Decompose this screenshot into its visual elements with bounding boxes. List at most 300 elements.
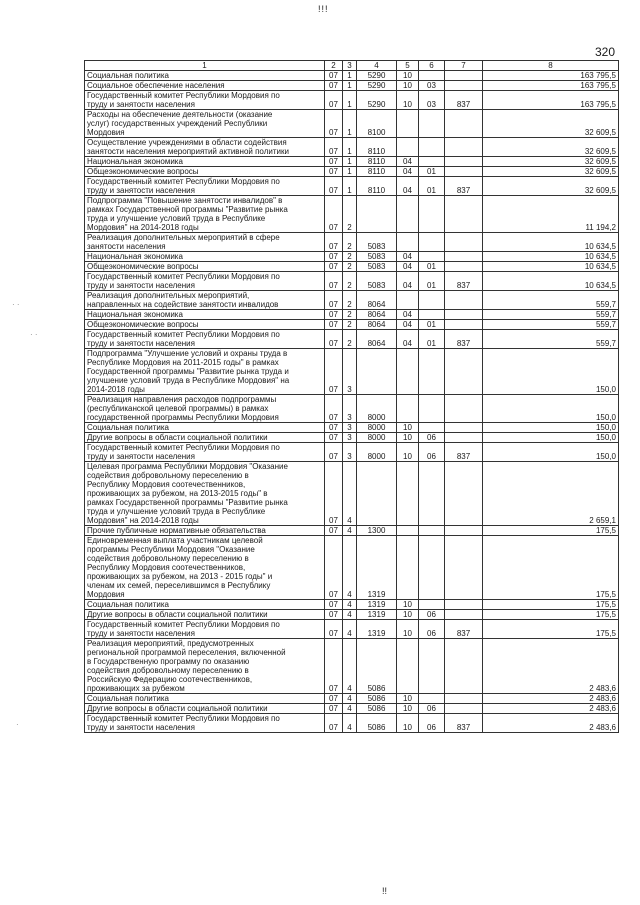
code-4-cell: 8110 [357,167,397,177]
code-7-cell [445,694,483,704]
code-3-cell: 2 [343,272,357,291]
row-name-cell: Прочие публичные нормативные обязательства [85,526,325,536]
code-5-cell [397,526,419,536]
code-5-cell [397,138,419,157]
amount-cell: 11 194,2 [483,196,619,233]
code-6-cell: 01 [419,320,445,330]
row-name-cell: Общеэкономические вопросы [85,262,325,272]
column-header: 4 [357,61,397,71]
code-2-cell: 07 [325,252,343,262]
row-name-cell: Подпрограмма "Улучшение условий и охраны труда в Республике Мордовия на 2011-2015 годы" в рамках Государственной программы "Развитие рынка труда и улучшение условий труда в Республике Мордовия" на 2014-2018 годы [85,349,325,395]
amount-cell: 175,5 [483,600,619,610]
code-5-cell: 10 [397,71,419,81]
code-6-cell [419,138,445,157]
table-row [85,694,619,704]
code-2-cell: 07 [325,272,343,291]
table-row [85,620,619,639]
row-name-cell: Социальное обеспечение населения [85,81,325,91]
table-row [85,252,619,262]
amount-cell: 10 634,5 [483,262,619,272]
table-row [85,423,619,433]
code-4-cell: 5086 [357,639,397,694]
code-2-cell: 07 [325,320,343,330]
code-5-cell: 10 [397,423,419,433]
code-7-cell [445,138,483,157]
code-6-cell: 06 [419,620,445,639]
table-row [85,157,619,167]
column-header: 5 [397,61,419,71]
row-name-cell: Государственный комитет Республики Мордовия по труду и занятости населения [85,272,325,291]
code-6-cell: 01 [419,262,445,272]
code-4-cell: 8100 [357,110,397,138]
code-4-cell: 1319 [357,620,397,639]
code-3-cell: 4 [343,694,357,704]
row-name-cell: Другие вопросы в области социальной политики [85,433,325,443]
amount-cell: 175,5 [483,620,619,639]
table-row [85,610,619,620]
code-7-cell [445,349,483,395]
table-row [85,167,619,177]
code-3-cell: 1 [343,157,357,167]
table-row [85,536,619,600]
code-4-cell: 1319 [357,600,397,610]
code-6-cell: 01 [419,330,445,349]
row-name-cell: Другие вопросы в области социальной политики [85,610,325,620]
code-6-cell: 06 [419,433,445,443]
code-6-cell: 06 [419,443,445,462]
amount-cell: 2 483,6 [483,694,619,704]
code-6-cell: 01 [419,177,445,196]
column-header: 6 [419,61,445,71]
row-name-cell: Национальная экономика [85,252,325,262]
table-row [85,196,619,233]
code-5-cell [397,536,419,600]
code-2-cell: 07 [325,536,343,600]
code-5-cell [397,349,419,395]
code-4-cell: 5086 [357,694,397,704]
row-name-cell: Реализация направления расходов подпрограммы (республиканской целевой программы) в рамках государственной программы Республики Мордовия [85,395,325,423]
code-4-cell: 8000 [357,433,397,443]
column-header: 1 [85,61,325,71]
amount-cell: 175,5 [483,536,619,600]
code-5-cell: 10 [397,81,419,91]
code-3-cell: 1 [343,91,357,110]
row-name-cell: Социальная политика [85,694,325,704]
code-7-cell [445,704,483,714]
code-3-cell: 2 [343,233,357,252]
amount-cell: 559,7 [483,310,619,320]
code-7-cell [445,395,483,423]
code-5-cell [397,291,419,310]
code-3-cell: 4 [343,620,357,639]
code-7-cell [445,157,483,167]
table-row [85,600,619,610]
row-name-cell: Государственный комитет Республики Мордовия по труду и занятости населения [85,620,325,639]
table-row [85,81,619,91]
row-name-cell: Расходы на обеспечение деятельности (оказание услуг) государственных учреждений Республики Мордовия [85,110,325,138]
code-7-cell [445,536,483,600]
code-5-cell: 10 [397,704,419,714]
code-4-cell: 5083 [357,233,397,252]
code-3-cell: 1 [343,138,357,157]
amount-cell: 150,0 [483,423,619,433]
amount-cell: 163 795,5 [483,71,619,81]
code-3-cell: 2 [343,310,357,320]
table-body [85,71,619,733]
row-name-cell: Реализация мероприятий, предусмотренных региональной программой переселения, включенной в Государственную программу по оказанию содействия добровольному переселению в Российскую Федерацию соотечественников, проживающих за рубежом [85,639,325,694]
code-3-cell: 2 [343,291,357,310]
amount-cell: 10 634,5 [483,272,619,291]
code-2-cell: 07 [325,177,343,196]
table-row [85,395,619,423]
code-3-cell: 2 [343,262,357,272]
code-5-cell: 10 [397,91,419,110]
code-4-cell: 8000 [357,423,397,433]
code-6-cell: 01 [419,167,445,177]
code-4-cell: 8064 [357,291,397,310]
code-4-cell: 8064 [357,310,397,320]
amount-cell: 150,0 [483,443,619,462]
table-row [85,704,619,714]
code-3-cell: 4 [343,462,357,526]
code-6-cell [419,252,445,262]
code-5-cell: 10 [397,610,419,620]
table-row [85,349,619,395]
code-4-cell [357,196,397,233]
code-4-cell: 1300 [357,526,397,536]
code-6-cell [419,536,445,600]
code-2-cell: 07 [325,91,343,110]
code-3-cell: 1 [343,71,357,81]
code-2-cell: 07 [325,639,343,694]
code-5-cell: 04 [397,330,419,349]
code-4-cell: 5290 [357,71,397,81]
code-5-cell: 10 [397,600,419,610]
code-4-cell: 8110 [357,177,397,196]
row-name-cell: Государственный комитет Республики Мордовия по труду и занятости населения [85,443,325,462]
code-3-cell: 2 [343,252,357,262]
code-5-cell: 04 [397,320,419,330]
amount-cell: 163 795,5 [483,91,619,110]
row-name-cell: Государственный комитет Республики Мордовия по труду и занятости населения [85,714,325,733]
code-4-cell: 1319 [357,536,397,600]
code-5-cell: 04 [397,310,419,320]
row-name-cell: Общеэкономические вопросы [85,167,325,177]
code-4-cell: 5083 [357,272,397,291]
code-6-cell [419,600,445,610]
code-2-cell: 07 [325,395,343,423]
amount-cell: 10 634,5 [483,252,619,262]
code-7-cell: 837 [445,272,483,291]
amount-cell: 2 659,1 [483,462,619,526]
code-2-cell: 07 [325,138,343,157]
code-5-cell: 04 [397,167,419,177]
row-name-cell: Государственный комитет Республики Мордовия по труду и занятости населения [85,91,325,110]
code-3-cell: 3 [343,395,357,423]
code-2-cell: 07 [325,526,343,536]
code-3-cell: 2 [343,330,357,349]
code-4-cell [357,349,397,395]
code-7-cell [445,433,483,443]
row-name-cell: Национальная экономика [85,310,325,320]
code-7-cell: 837 [445,91,483,110]
code-7-cell: 837 [445,177,483,196]
code-6-cell [419,639,445,694]
code-2-cell: 07 [325,233,343,252]
code-5-cell: 10 [397,694,419,704]
code-7-cell: 837 [445,620,483,639]
amount-cell: 175,5 [483,526,619,536]
code-7-cell [445,423,483,433]
column-header: 3 [343,61,357,71]
code-4-cell [357,462,397,526]
code-7-cell [445,526,483,536]
row-name-cell: Другие вопросы в области социальной политики [85,704,325,714]
code-5-cell: 10 [397,443,419,462]
amount-cell: 559,7 [483,330,619,349]
code-3-cell: 2 [343,320,357,330]
code-7-cell [445,320,483,330]
code-7-cell [445,262,483,272]
row-name-cell: Социальная политика [85,600,325,610]
table-row [85,262,619,272]
code-4-cell: 5086 [357,714,397,733]
code-2-cell: 07 [325,71,343,81]
code-2-cell: 07 [325,694,343,704]
amount-cell: 175,5 [483,610,619,620]
table-row [85,233,619,252]
code-7-cell [445,110,483,138]
code-3-cell: 4 [343,536,357,600]
code-7-cell [445,81,483,91]
code-6-cell: 01 [419,272,445,291]
table-row [85,91,619,110]
code-2-cell: 07 [325,167,343,177]
code-2-cell: 07 [325,423,343,433]
scan-speck: · [16,720,19,729]
code-2-cell: 07 [325,462,343,526]
code-7-cell [445,600,483,610]
code-6-cell [419,423,445,433]
table-row [85,320,619,330]
code-2-cell: 07 [325,81,343,91]
code-6-cell [419,310,445,320]
code-7-cell [445,462,483,526]
code-5-cell [397,196,419,233]
amount-cell: 150,0 [483,433,619,443]
code-3-cell: 3 [343,349,357,395]
code-4-cell: 8064 [357,330,397,349]
code-3-cell: 4 [343,714,357,733]
table-row [85,177,619,196]
code-5-cell: 04 [397,272,419,291]
column-header: 7 [445,61,483,71]
code-2-cell: 07 [325,349,343,395]
code-2-cell: 07 [325,610,343,620]
code-4-cell: 8064 [357,320,397,330]
code-2-cell: 07 [325,196,343,233]
header-row [85,61,619,71]
amount-cell: 32 609,5 [483,157,619,167]
code-3-cell: 2 [343,196,357,233]
code-5-cell: 04 [397,157,419,167]
row-name-cell: Единовременная выплата участникам целевой программы Республики Мордовия "Оказание содействия добровольному переселению в Республику Мордовия соотечественников, проживающих за рубежом, на 2013 - 2015 годы" и членам их семей, переселившимся в Республику Мордовия [85,536,325,600]
code-4-cell: 1319 [357,610,397,620]
code-7-cell [445,291,483,310]
code-6-cell [419,395,445,423]
code-6-cell: 06 [419,610,445,620]
code-5-cell [397,110,419,138]
page-bottom-mark: !! [382,886,388,896]
amount-cell: 163 795,5 [483,81,619,91]
code-6-cell [419,71,445,81]
code-5-cell [397,462,419,526]
code-5-cell: 04 [397,252,419,262]
code-2-cell: 07 [325,110,343,138]
code-5-cell: 10 [397,433,419,443]
code-6-cell [419,349,445,395]
code-2-cell: 07 [325,310,343,320]
code-6-cell [419,157,445,167]
row-name-cell: Социальная политика [85,423,325,433]
scan-speck: · · [12,300,20,309]
row-name-cell: Реализация дополнительных мероприятий, направленных на содействие занятости инвалидов [85,291,325,310]
code-3-cell: 4 [343,639,357,694]
amount-cell: 10 634,5 [483,233,619,252]
code-6-cell: 03 [419,81,445,91]
code-4-cell: 5290 [357,81,397,91]
table-row [85,526,619,536]
code-2-cell: 07 [325,600,343,610]
code-5-cell [397,639,419,694]
scan-speck: · · [30,330,38,339]
table-row [85,639,619,694]
amount-cell: 32 609,5 [483,138,619,157]
code-5-cell: 10 [397,714,419,733]
code-2-cell: 07 [325,157,343,167]
code-6-cell [419,110,445,138]
code-7-cell [445,196,483,233]
code-5-cell: 10 [397,620,419,639]
code-3-cell: 3 [343,433,357,443]
amount-cell: 150,0 [483,349,619,395]
row-name-cell: Государственный комитет Республики Мордовия по труду и занятости населения [85,177,325,196]
amount-cell: 32 609,5 [483,177,619,196]
code-2-cell: 07 [325,620,343,639]
code-6-cell: 03 [419,91,445,110]
row-name-cell: Реализация дополнительных мероприятий в сфере занятости населения [85,233,325,252]
code-2-cell: 07 [325,330,343,349]
code-3-cell: 3 [343,423,357,433]
code-7-cell [445,167,483,177]
amount-cell: 150,0 [483,395,619,423]
table-row [85,291,619,310]
code-7-cell [445,610,483,620]
code-7-cell [445,71,483,81]
code-5-cell: 04 [397,177,419,196]
code-2-cell: 07 [325,291,343,310]
amount-cell: 32 609,5 [483,110,619,138]
code-2-cell: 07 [325,704,343,714]
row-name-cell: Осуществление учреждениями в области содействия занятости населения мероприятий активной политики [85,138,325,157]
table-row [85,462,619,526]
code-4-cell: 8110 [357,157,397,167]
code-6-cell [419,233,445,252]
code-2-cell: 07 [325,433,343,443]
code-6-cell [419,526,445,536]
code-7-cell [445,310,483,320]
amount-cell: 32 609,5 [483,167,619,177]
code-5-cell: 04 [397,262,419,272]
row-name-cell: Целевая программа Республики Мордовия "Оказание содействия добровольному переселению в Республику Мордовия соотечественников, проживающих за рубежом, на 2013-2015 годы" в рамках Государственной программы "Развитие рынка труда и улучшение условий труда в Республике Мордовия" на 2014-2018 годы [85,462,325,526]
code-6-cell [419,462,445,526]
budget-table [84,60,619,733]
code-2-cell: 07 [325,262,343,272]
code-5-cell [397,233,419,252]
table-row [85,714,619,733]
code-6-cell [419,291,445,310]
code-4-cell: 5083 [357,252,397,262]
row-name-cell: Подпрограмма "Повышение занятости инвалидов" в рамках Государственной программы "Развитие рынка труда и улучшение условий труда в Республике Мордовия" на 2014-2018 годы [85,196,325,233]
code-3-cell: 4 [343,704,357,714]
code-7-cell: 837 [445,330,483,349]
table-row [85,272,619,291]
page-number: 320 [595,45,616,59]
code-3-cell: 1 [343,81,357,91]
row-name-cell: Национальная экономика [85,157,325,167]
code-4-cell: 8110 [357,138,397,157]
table-row [85,443,619,462]
code-7-cell [445,252,483,262]
row-name-cell: Социальная политика [85,71,325,81]
code-3-cell: 4 [343,610,357,620]
row-name-cell: Государственный комитет Республики Мордовия по труду и занятости населения [85,330,325,349]
code-3-cell: 1 [343,110,357,138]
code-7-cell [445,233,483,252]
code-2-cell: 07 [325,714,343,733]
code-4-cell: 5083 [357,262,397,272]
table-row [85,71,619,81]
code-4-cell: 8000 [357,395,397,423]
code-2-cell: 07 [325,443,343,462]
table-row [85,433,619,443]
amount-cell: 559,7 [483,291,619,310]
code-4-cell: 8000 [357,443,397,462]
code-7-cell: 837 [445,443,483,462]
column-header: 8 [483,61,619,71]
code-7-cell: 837 [445,714,483,733]
row-name-cell: Общеэкономические вопросы [85,320,325,330]
table-row [85,110,619,138]
page-top-mark: !!! [318,4,329,14]
code-6-cell [419,694,445,704]
code-6-cell: 06 [419,714,445,733]
table-row [85,330,619,349]
table-row [85,310,619,320]
code-3-cell: 4 [343,600,357,610]
code-3-cell: 1 [343,177,357,196]
amount-cell: 2 483,6 [483,639,619,694]
code-3-cell: 3 [343,443,357,462]
code-3-cell: 4 [343,526,357,536]
code-7-cell [445,639,483,694]
amount-cell: 2 483,6 [483,714,619,733]
code-3-cell: 1 [343,167,357,177]
amount-cell: 559,7 [483,320,619,330]
amount-cell: 2 483,6 [483,704,619,714]
code-6-cell: 06 [419,704,445,714]
code-6-cell [419,196,445,233]
